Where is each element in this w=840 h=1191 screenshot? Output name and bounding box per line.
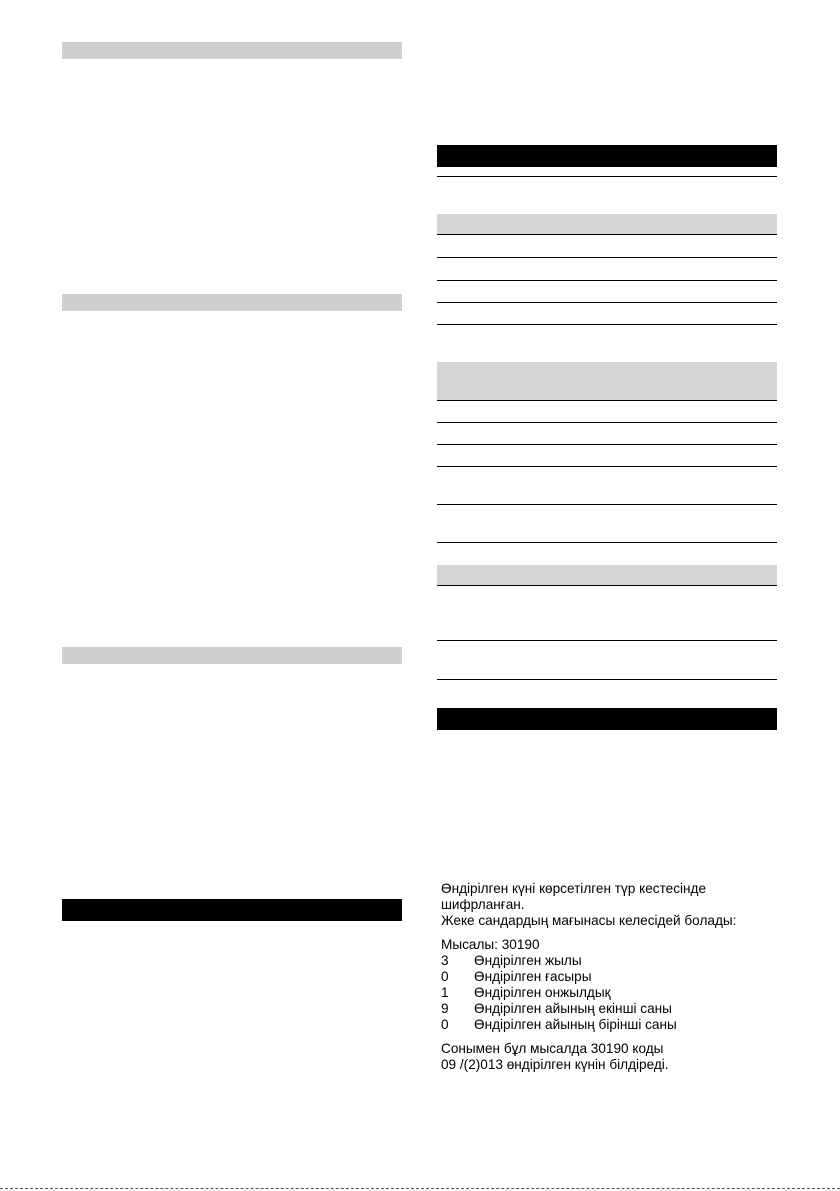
example-row: [441, 1017, 781, 1033]
left-section-header-bar-1: [62, 42, 402, 59]
table-rule: [437, 422, 777, 423]
example-digit: 3: [441, 953, 449, 968]
example-meaning: Өндірілген онжылдық: [474, 985, 611, 1000]
intro-line-1: Өндірілген күні көрсетілген түр кестесінде: [441, 881, 707, 896]
table-rule: [437, 504, 777, 505]
example-row: [441, 985, 781, 1001]
example-digit: 0: [441, 1017, 449, 1032]
table-rule: [437, 466, 777, 467]
conclusion-line-2: 09 /(2)013 өндірілген күнін білдіреді.: [441, 1057, 669, 1072]
left-section-header-bar-2: [62, 294, 402, 311]
table-rule: [437, 679, 777, 680]
right-section-title-bar: [437, 708, 777, 730]
example-row: [441, 969, 781, 985]
table-rule: [437, 176, 777, 177]
example-digit: 1: [441, 985, 449, 1000]
intro-line-3: Жеке сандардың мағынасы келесідей болады:: [441, 913, 737, 928]
table-rule: [437, 640, 777, 641]
intro-line-2: шифрланған.: [441, 897, 525, 912]
table-rule: [437, 257, 777, 258]
example-digit: 0: [441, 969, 449, 984]
table-rule: [437, 585, 777, 586]
table-rule: [437, 280, 777, 281]
example-title: Мысалы: 30190: [441, 937, 540, 952]
table-rule: [437, 542, 777, 543]
conclusion-line-1: Сонымен бұл мысалда 30190 коды: [441, 1041, 664, 1056]
example-digit: 9: [441, 1001, 449, 1016]
table-group-header-1: [437, 214, 777, 234]
table-rule: [437, 234, 777, 235]
left-section-title-bar: [62, 899, 402, 921]
table-group-header-2: [437, 362, 777, 400]
example-meaning: Өндірілген жылы: [474, 953, 582, 968]
example-meaning: Өндірілген ғасыры: [474, 969, 592, 984]
example-meaning: Өндірілген айының екінші саны: [474, 1001, 672, 1016]
page-bottom-edge: [0, 1188, 840, 1189]
table-rule: [437, 302, 777, 303]
table-rule: [437, 324, 777, 325]
table-rule: [437, 444, 777, 445]
example-row: [441, 1001, 781, 1017]
left-section-header-bar-3: [62, 647, 402, 664]
table-rule: [437, 400, 777, 401]
production-date-explanation: [441, 881, 781, 1073]
example-row: [441, 953, 781, 969]
right-table-title-bar: [437, 145, 777, 167]
table-group-header-3: [437, 565, 777, 585]
example-meaning: Өндірілген айының бірінші саны: [474, 1017, 677, 1032]
